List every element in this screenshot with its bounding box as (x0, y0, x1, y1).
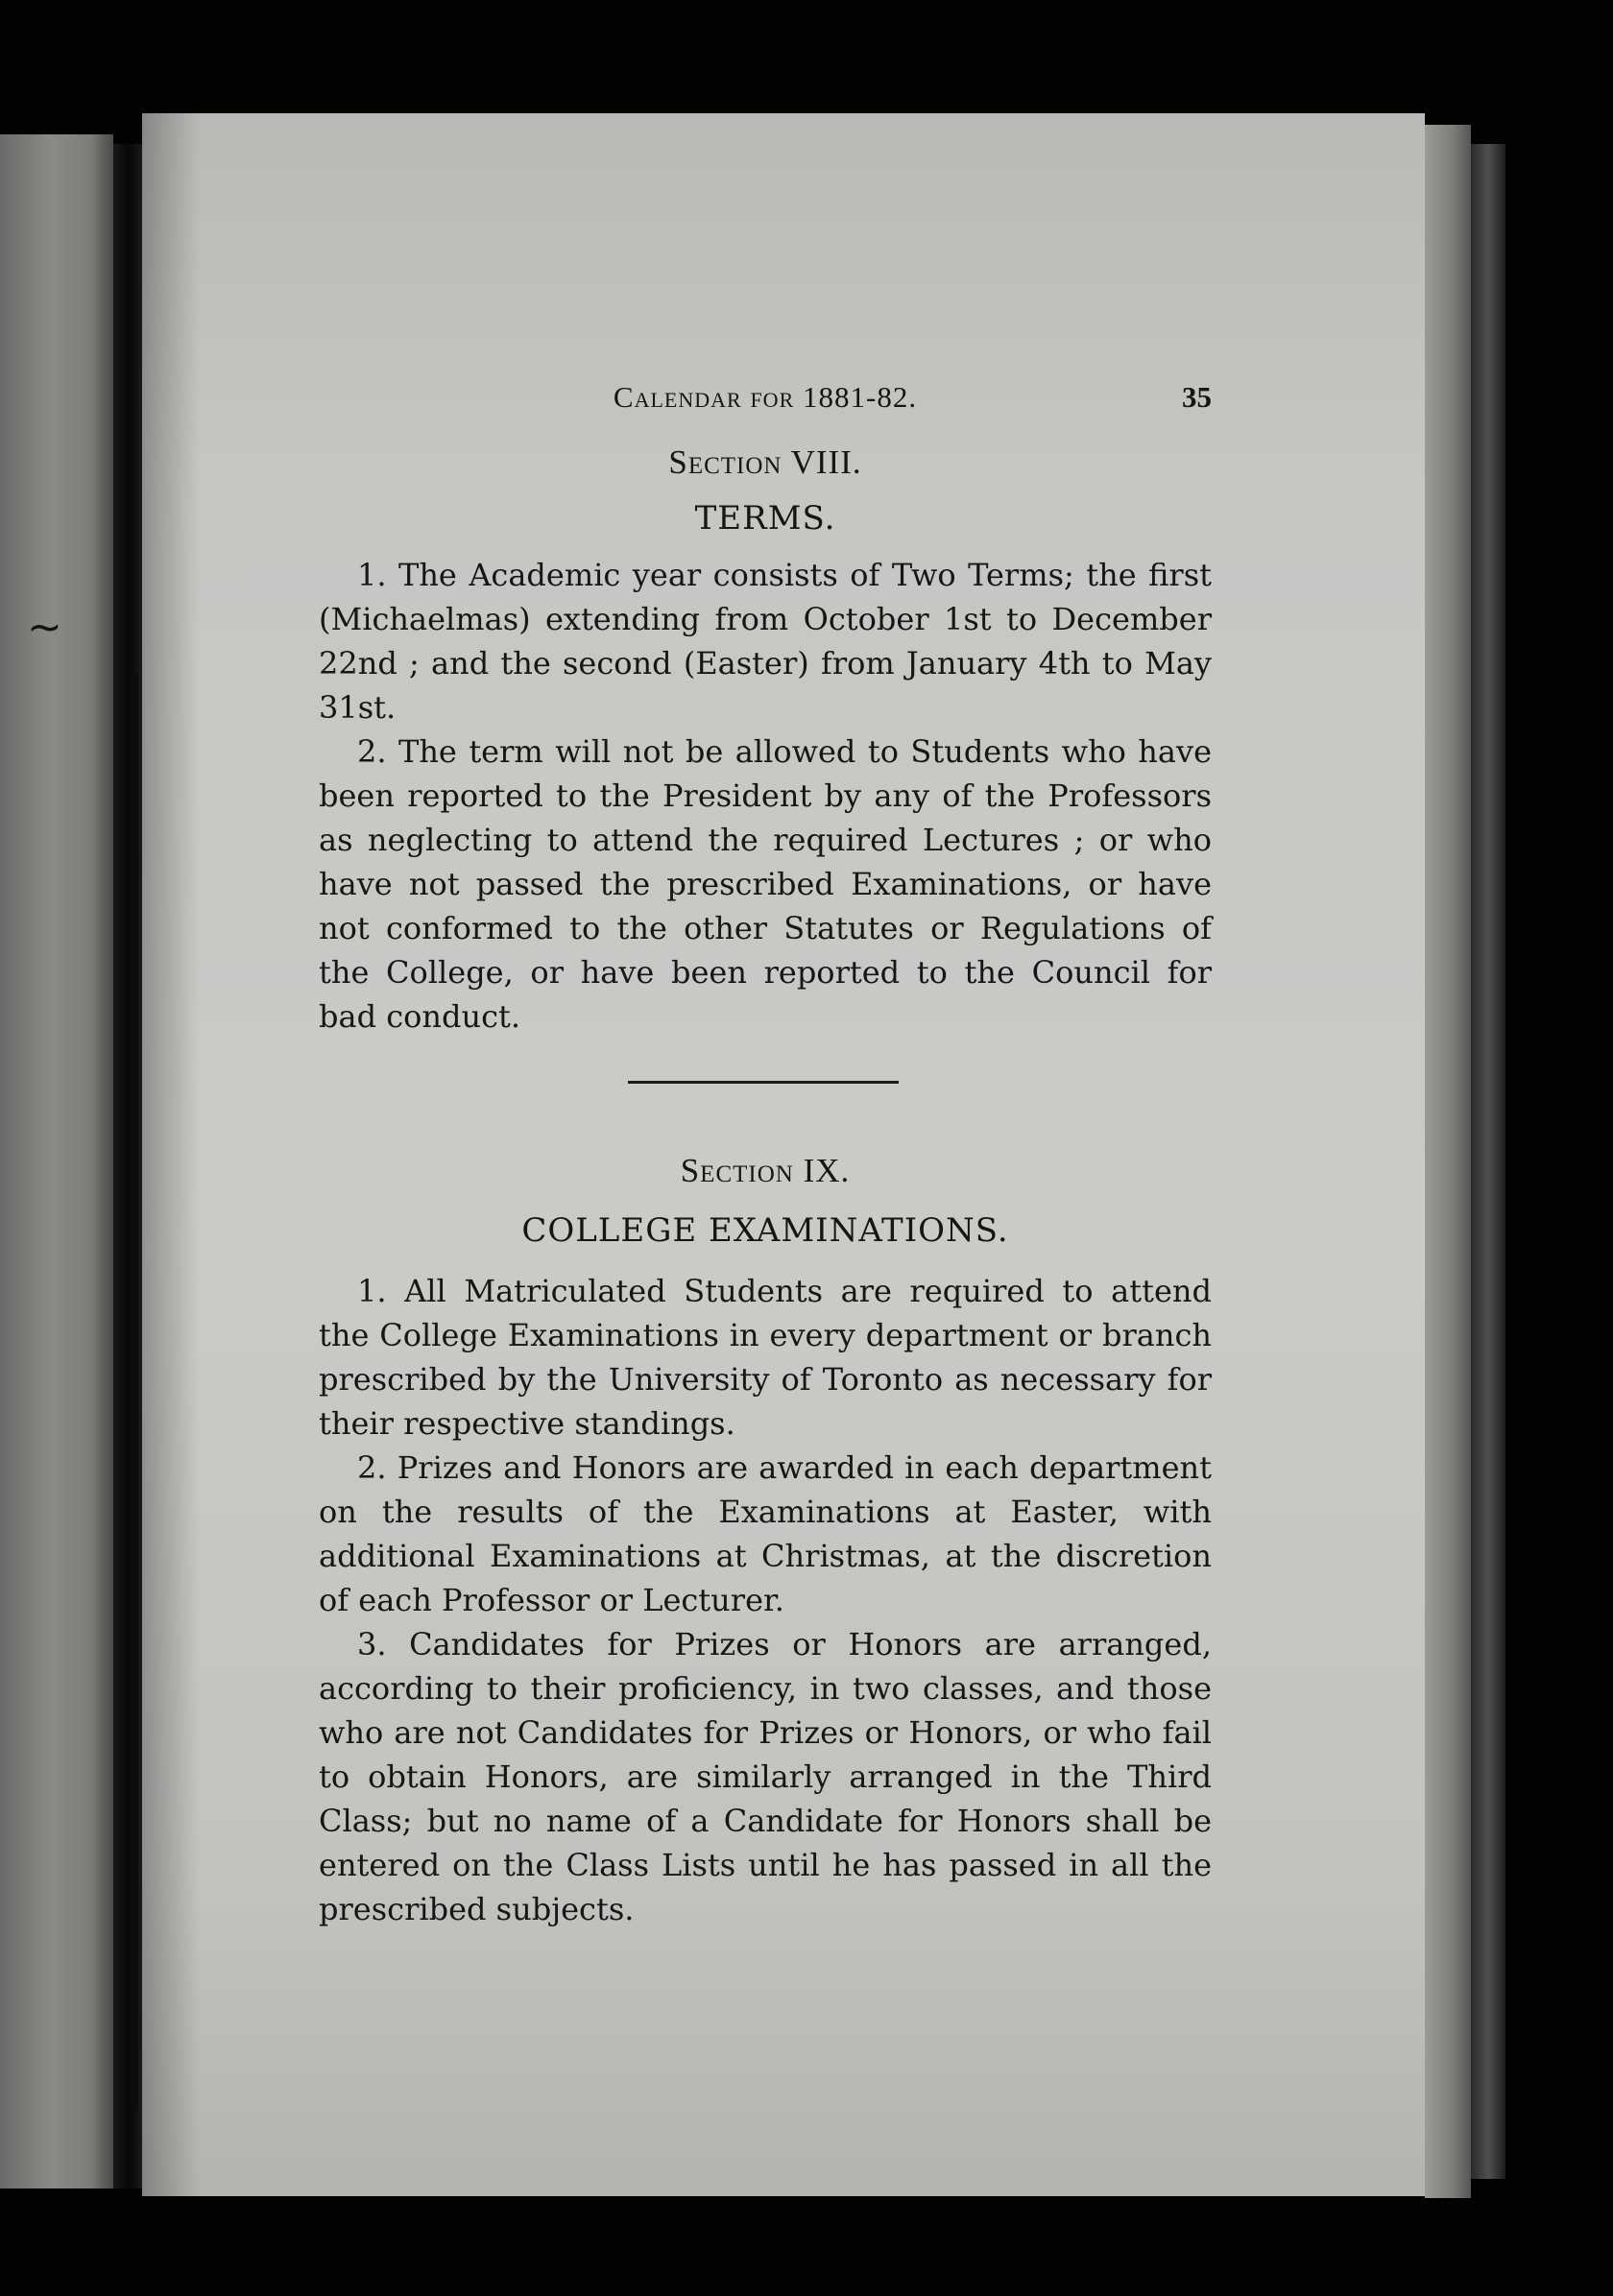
section-viii-heading: TERMS. (694, 499, 836, 538)
section-viii-paragraph-1: 1. The Academic year consists of Two Terms; the first (Michaelmas) extending from October 1st to December 22nd ; and the second (Easter) from January 4th to May 31st. (319, 557, 1212, 726)
section-ix-heading: COLLEGE EXAMINATIONS. (521, 1211, 1009, 1250)
cover-board (1471, 144, 1505, 2179)
running-head-title: Calendar for 1881-82. (613, 380, 918, 414)
section-divider (628, 1081, 899, 1084)
page-stack-edge (1425, 125, 1471, 2198)
section-ix-label: Section IX. (680, 1152, 851, 1189)
section-ix-paragraph-3: 3. Candidates for Prizes or Honors are arranged, according to their proficiency, in two classes, and those who are not Candidates for Prizes or Honors, or who fail to obtain Honors, are similarly arranged in the Third Class; but no name of a Candidate for Honors shall be entered on the Class Lists until he has passed in all the prescribed subjects. (319, 1626, 1212, 1927)
running-head (319, 380, 1212, 419)
section-viii-paragraph-2: 2. The term will not be allowed to Students who have been reported to the President by any of the Professors as neglecting to attend the required Lectures ; or who have not passed the prescribed Examinations, or have not conformed to the other Statutes or Regulations of the College, or have been reported to the Council for bad conduct. (319, 733, 1212, 1035)
binding-thread (132, 672, 138, 2112)
section-ix-paragraph-1: 1. All Matriculated Students are required to attend the College Examinations in every department or branch prescribed by the University of Toronto as necessary for their respective standings. (319, 1273, 1212, 1442)
margin-squiggle-mark: ~ (27, 603, 62, 652)
page-number: 35 (1182, 380, 1212, 414)
section-ix-paragraph-2: 2. Prizes and Honors are awarded in each department on the results of the Examinations at Easter, with additional Examinations at Christmas, at the discretion of each Professor or Lecturer. (319, 1449, 1212, 1618)
page-shadow (142, 113, 200, 2196)
book-gutter (113, 144, 144, 2188)
section-viii-label: Section VIII. (668, 443, 862, 481)
previous-page-edge (0, 134, 113, 2188)
